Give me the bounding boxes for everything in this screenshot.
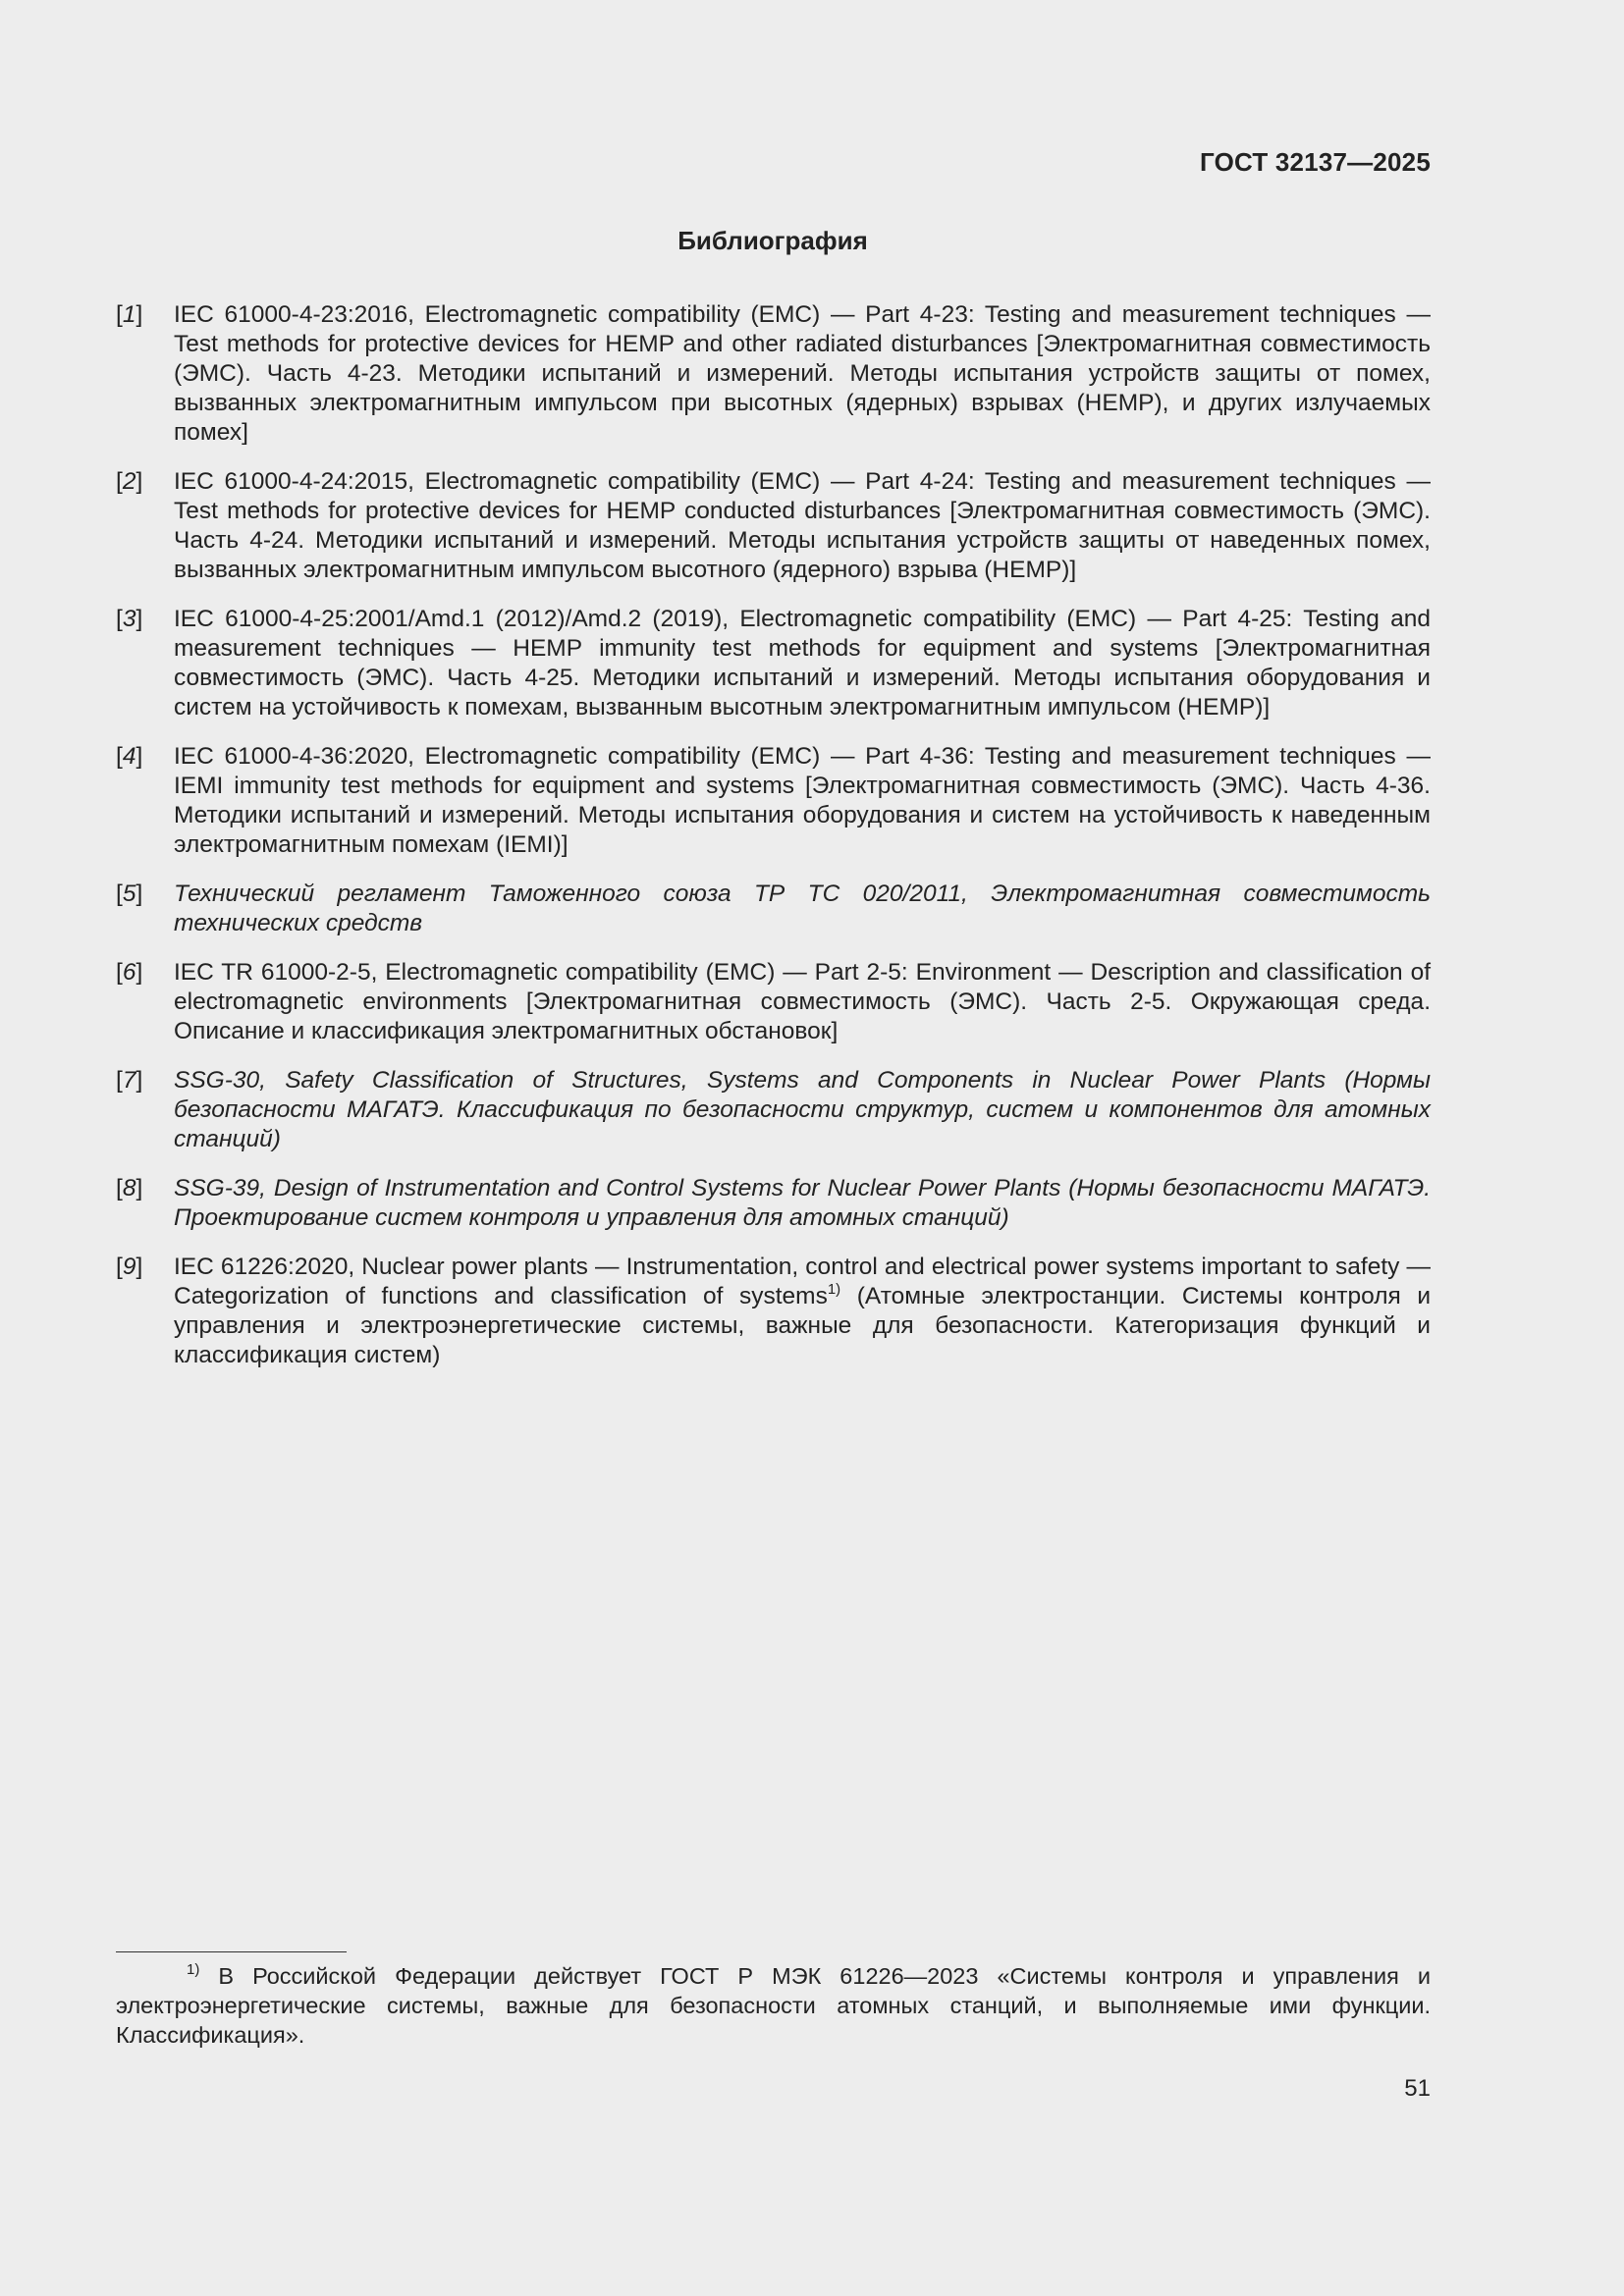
footnote-text: В Российской Федерации действует ГОСТ Р МЭК 61226—2023 «Системы контроля и управления и электроэнергетические системы, важные для безопасности атомных станций, и выполняемые ими функции. Классификация». [116,1963,1431,2048]
bib-text: IEC 61000-4-25:2001/Amd.1 (2012)/Amd.2 (2019), Electromagnetic compatibility (EMC) — Part 4-25: Testing and measurement techniques — HEMP immunity test methods for equipment and systems [Электромагнитная совместимость (ЭМС). Часть 4-25. Методики испытаний и измерений. Методы испытания оборудования и систем на устойчивость к помехам, вызванным высотным электромагнитным импульсом (HEMP)] [174,606,1431,721]
bib-number: [3] [116,606,143,632]
bib-text: SSG-30, Safety Classification of Structures, Systems and Components in Nuclear Power Plants (Нормы безопасности МАГАТЭ. Классификация по безопасности структур, систем и компонентов для атомных станций) [174,1067,1431,1152]
page-header: ГОСТ 32137—2025 [1200,147,1431,177]
page-number: 51 [1404,2075,1431,2102]
bibliography-list [116,300,1431,1390]
bib-text: IEC 61000-4-36:2020, Electromagnetic compatibility (EMC) — Part 4-36: Testing and measurement techniques — IEMI immunity test methods for equipment and systems [Электромагнитная совместимость (ЭМС). Часть 4-36. Методики испытаний и измерений. Методы испытания оборудования и систем на устойчивость к наведенным электромагнитным помехам (IEMI)] [174,743,1431,858]
bib-number: [2] [116,468,143,495]
footnote [116,1961,1431,2050]
bib-number: [5] [116,881,143,907]
bib-entry [116,1174,1431,1233]
bib-text-translation: (Атомные электростанции. Системы контроля и управления и электроэнергетические системы, важные для безопасности. Категоризация функций и классификация систем) [174,1283,1431,1368]
bib-text: SSG-39, Design of Instrumentation and Control Systems for Nuclear Power Plants (Нормы безопасности МАГАТЭ. Проектирование систем контроля и управления для атомных станций) [174,1175,1431,1231]
footnote-ref: 1) [827,1281,841,1298]
bib-number: [6] [116,959,143,986]
bib-entry [116,880,1431,938]
bib-number: [7] [116,1067,143,1094]
bib-text [174,1253,1431,1370]
bib-text: IEC TR 61000-2-5, Electromagnetic compatibility (EMC) — Part 2-5: Environment — Description and classification of electromagnetic environments [Электромагнитная совместимость (ЭМС). Часть 2-5. Окружающая среда. Описание и классификация электромагнитных обстановок] [174,959,1431,1044]
bib-number: [1] [116,301,143,328]
bib-number: [8] [116,1175,143,1201]
bib-entry [116,467,1431,585]
bib-entry [116,605,1431,722]
bib-text-main: IEC 61226:2020, Nuclear power plants — Instrumentation, control and electrical power systems important to safety — Categorization of functions and classification of systems [174,1254,1431,1309]
bib-entry [116,300,1431,448]
bib-entry [116,958,1431,1046]
bib-entry [116,1253,1431,1370]
footnote-divider [116,1951,347,1952]
footnote-marker: 1) [187,1961,200,1978]
bib-entry [116,742,1431,860]
bib-number: [9] [116,1254,143,1280]
bib-text: IEC 61000-4-23:2016, Electromagnetic compatibility (EMC) — Part 4-23: Testing and measurement techniques — Test methods for protective devices for HEMP and other radiated disturbances [Электромагнитная совместимость (ЭМС). Часть 4-23. Методики испытаний и измерений. Методы испытания устройств защиты от помех, вызванных электромагнитным импульсом при высотных (ядерных) взрывах (HEMP), и других излучаемых помех] [174,301,1431,446]
bib-number: [4] [116,743,143,770]
bib-text: IEC 61000-4-24:2015, Electromagnetic compatibility (EMC) — Part 4-24: Testing and measurement techniques — Test methods for protective devices for HEMP conducted disturbances [Электромагнитная совместимость (ЭМС). Часть 4-24. Методики испытаний и измерений. Методы испытания устройств защиты от наведенных помех, вызванных электромагнитным импульсом высотного (ядерного) взрыва (HEMP)] [174,468,1431,583]
bib-text: Технический регламент Таможенного союза ТР ТС 020/2011, Электромагнитная совместимость технических средств [174,881,1431,936]
bib-entry [116,1066,1431,1154]
section-title: Библиография [677,226,868,255]
